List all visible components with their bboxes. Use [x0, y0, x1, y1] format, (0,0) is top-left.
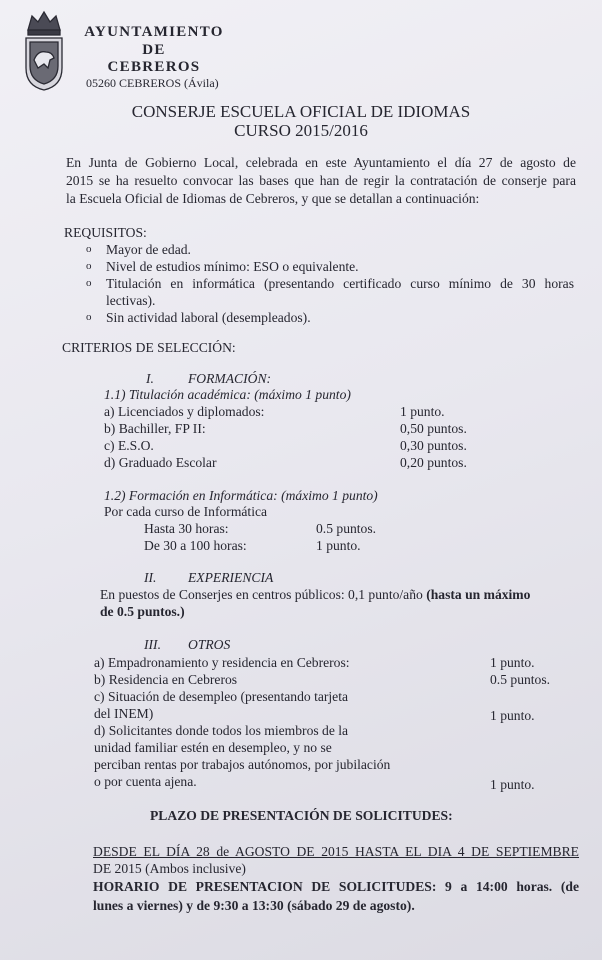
otros-points: 0.5 puntos. — [490, 672, 551, 687]
academica-row-points: 0,20 puntos. — [400, 455, 467, 470]
experiencia-text-plain: En puestos de Conserjes en centros públicos: 0,1 punto/año — [100, 587, 427, 602]
otros-points: 1 punto. — [490, 655, 535, 670]
requisito-item: Titulación en informática (presentando certificado curso mínimo de 30 horas — [106, 276, 574, 291]
org-name-line2: DE — [142, 42, 166, 58]
otros-line: a) Empadronamiento y residencia en Cebreros: — [94, 655, 350, 670]
plazo-dates-line1: DESDE EL DÍA 28 de AGOSTO DE 2015 HASTA EL DIA 4 DE SEPTIEMBRE — [93, 844, 579, 859]
horario-line1: HORARIO DE PRESENTACION DE SOLICITUDES: 9 a 14:00 horas. (de — [93, 879, 579, 894]
academica-heading: 1.1) Titulación académica: (máximo 1 punto) — [104, 387, 351, 402]
org-address: 05260 CEBREROS (Ávila) — [86, 76, 219, 90]
requisito-item: Mayor de edad. — [106, 242, 191, 257]
otros-numeral: III. — [144, 637, 161, 652]
org-name-line3: CEBREROS — [107, 59, 201, 75]
bullet-icon: o — [86, 277, 92, 289]
otros-heading: OTROS — [188, 637, 231, 652]
otros-line: b) Residencia en Cebreros — [94, 672, 238, 687]
plazo-dates-line2: DE 2015 (Ambos inclusive) — [93, 861, 246, 876]
academica-row-label: d) Graduado Escolar — [104, 455, 217, 470]
otros-points: 1 punto. — [490, 708, 535, 723]
intro-line-2: 2015 se ha resuelto convocar las bases que han de regir la contratación de conserje para — [66, 173, 576, 188]
bullet-icon: o — [86, 311, 92, 323]
academica-row-points: 1 punto. — [400, 404, 445, 419]
requisito-item-continued: lectivas). — [106, 293, 156, 308]
academica-row-label: c) E.S.O. — [104, 438, 154, 453]
plazo-heading: PLAZO DE PRESENTACIÓN DE SOLICITUDES: — [150, 808, 453, 823]
horario-line2: lunes a viernes) y de 9:30 a 13:30 (sábado 29 de agosto). — [93, 898, 415, 913]
otros-line: c) Situación de desempleo (presentando tarjeta — [94, 689, 349, 704]
otros-points: 1 punto. — [490, 777, 535, 792]
formacion-heading: FORMACIÓN: — [188, 371, 272, 386]
otros-line: perciban rentas por trabajos autónomos, por jubilación — [94, 757, 391, 772]
informatica-row-points: 1 punto. — [316, 538, 361, 553]
bullet-icon: o — [86, 243, 92, 255]
experiencia-numeral: II. — [144, 570, 157, 585]
otros-line: o por cuenta ajena. — [94, 774, 197, 789]
otros-line: del INEM) — [94, 706, 154, 721]
intro-line-3: la Escuela Oficial de Idiomas de Cebreros, y que se detallan a continuación: — [66, 191, 480, 206]
intro-line-1: En Junta de Gobierno Local, celebrada en este Ayuntamiento el día 27 de agosto de — [66, 155, 576, 170]
academica-row-label: b) Bachiller, FP II: — [104, 421, 206, 436]
otros-line: d) Solicitantes donde todos los miembros de la — [94, 723, 349, 738]
informatica-row-label: Hasta 30 horas: — [144, 521, 229, 536]
requisitos-heading: REQUISITOS: — [64, 225, 147, 240]
criterios-heading: CRITERIOS DE SELECCIÓN: — [62, 340, 236, 355]
requisito-item: Nivel de estudios mínimo: ESO o equivalente. — [106, 259, 359, 274]
requisito-item: Sin actividad laboral (desempleados). — [106, 310, 311, 325]
document-subtitle: CURSO 2015/2016 — [234, 121, 368, 140]
informatica-intro: Por cada curso de Informática — [104, 504, 268, 519]
experiencia-heading: EXPERIENCIA — [188, 570, 274, 585]
otros-line: unidad familiar estén en desempleo, y no se — [94, 740, 332, 755]
experiencia-text — [100, 586, 530, 604]
org-name-line1: AYUNTAMIENTO — [84, 24, 224, 40]
academica-row-points: 0,30 puntos. — [400, 438, 467, 453]
informatica-heading: 1.2) Formación en Informática: (máximo 1 punto) — [104, 488, 378, 503]
experiencia-text-bold: (hasta un máximo — [426, 587, 531, 602]
document-title: CONSERJE ESCUELA OFICIAL DE IDIOMAS — [131, 102, 471, 121]
formacion-numeral: I. — [146, 371, 154, 386]
bullet-icon: o — [86, 260, 92, 272]
informatica-row-label: De 30 a 100 horas: — [144, 538, 247, 553]
academica-row-points: 0,50 puntos. — [400, 421, 467, 436]
academica-row-label: a) Licenciados y diplomados: — [104, 404, 265, 419]
experiencia-text-bold-continued: de 0.5 puntos.) — [100, 604, 185, 619]
informatica-row-points: 0.5 puntos. — [316, 521, 377, 536]
coat-of-arms-icon — [20, 8, 68, 92]
